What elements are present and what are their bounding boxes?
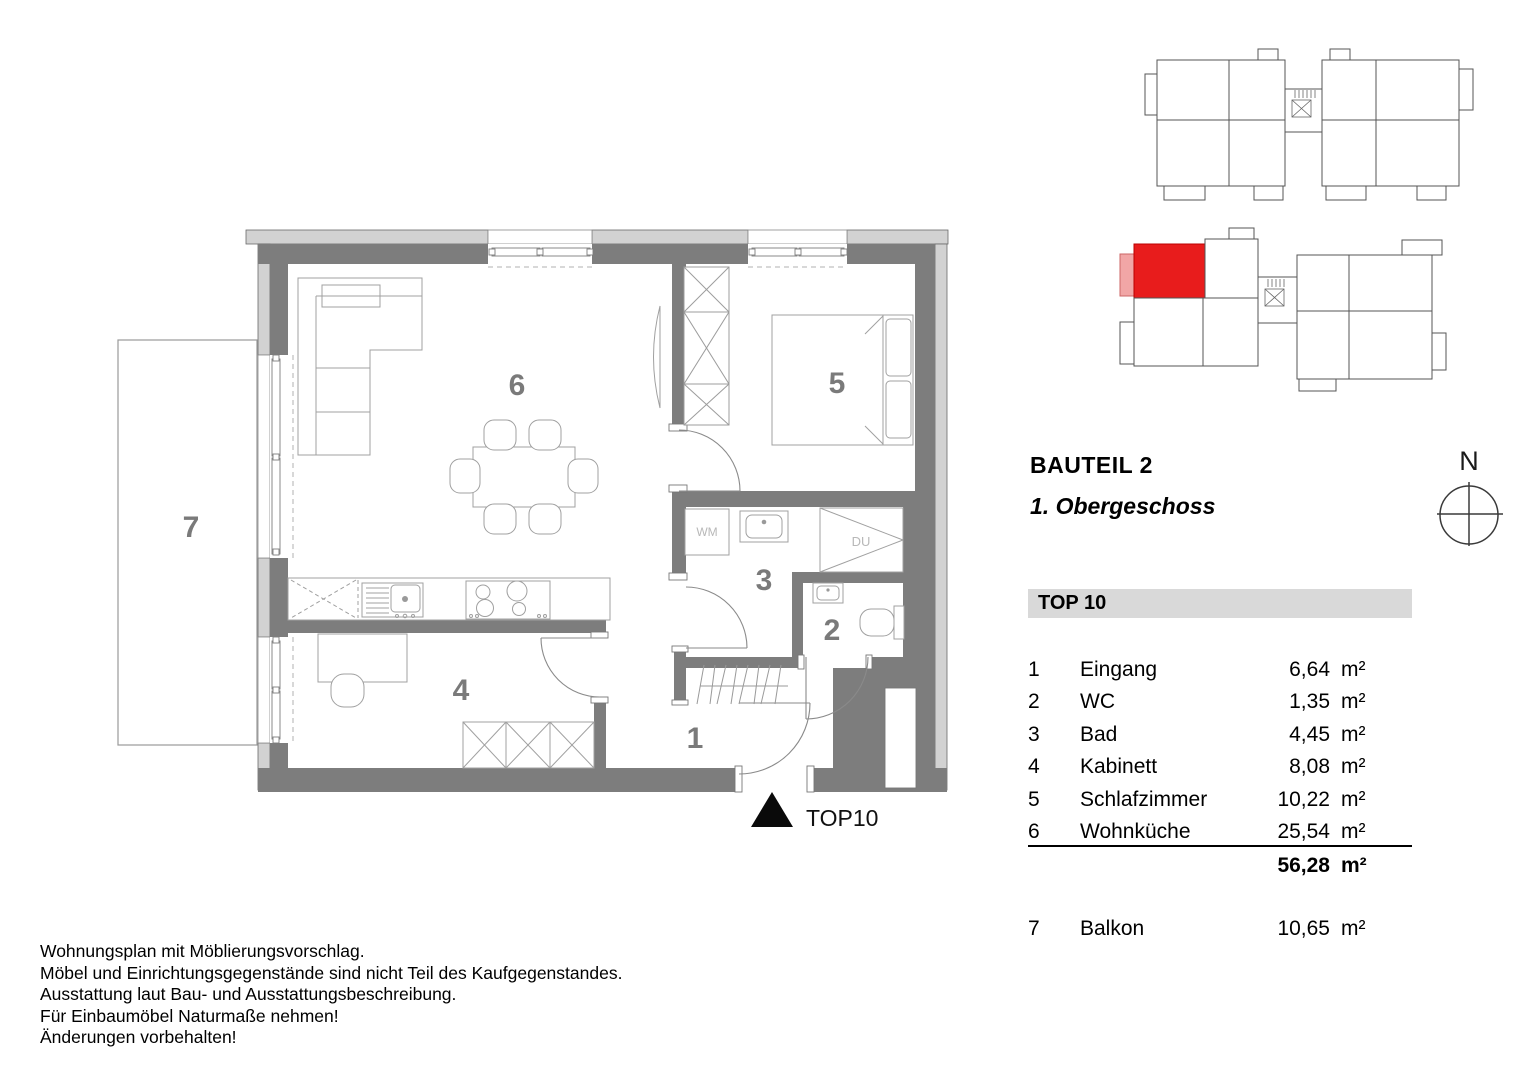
area-unit: m²	[1341, 658, 1366, 681]
room-number: 4	[1028, 755, 1040, 778]
area-unit: m²	[1341, 690, 1366, 713]
room-number: 1	[1028, 658, 1040, 681]
table-row	[1028, 655, 1412, 685]
room-label-bad: 3	[755, 564, 773, 597]
table-row	[1028, 817, 1412, 847]
room-name: Bad	[1080, 723, 1118, 746]
table-total-row	[1028, 851, 1412, 881]
sofa	[298, 278, 422, 455]
room-area: 1,35	[1289, 690, 1330, 713]
room-label-kabinett: 4	[452, 674, 470, 707]
total-rule	[1028, 845, 1412, 847]
disclaimer-line: Änderungen vorbehalten!	[40, 1027, 237, 1048]
table-row	[1028, 720, 1412, 750]
shaft-inset	[885, 688, 916, 788]
room-name: Balkon	[1080, 917, 1145, 940]
table-row	[1028, 785, 1412, 815]
table-row	[1028, 687, 1412, 717]
room-label-wc: 2	[823, 614, 841, 647]
room-area: 6,64	[1289, 658, 1330, 681]
kitchen-counter	[288, 578, 610, 620]
area-unit: m²	[1341, 755, 1366, 778]
room-area: 8,08	[1289, 755, 1330, 778]
area-unit: m²	[1341, 854, 1367, 877]
room-name: Wohnküche	[1080, 820, 1191, 843]
wardrobe-kabinett	[463, 722, 594, 768]
room-name: Kabinett	[1080, 755, 1158, 778]
room-number: 5	[1028, 788, 1040, 811]
disclaimer-line: Ausstattung laut Bau- und Ausstattungsbeschreibung.	[40, 984, 457, 1005]
door-arc-entrance	[739, 703, 810, 774]
kitchen-sink	[362, 583, 423, 618]
room-name: WC	[1080, 690, 1115, 713]
room-label-wohnkueche: 6	[508, 369, 526, 402]
floor-title: 1. Obergeschoss	[1030, 493, 1216, 519]
unit-title-bar	[1028, 589, 1412, 618]
room-area: 25,54	[1277, 820, 1330, 843]
shower-label: DU	[851, 534, 871, 549]
table-row	[1028, 914, 1412, 944]
door-arc-kabinett	[541, 638, 600, 697]
room-name: Schlafzimmer	[1080, 788, 1208, 811]
desk	[318, 634, 407, 682]
chair	[450, 459, 480, 493]
room-label-schlafzimmer: 5	[828, 367, 846, 400]
room-number: 3	[1028, 723, 1040, 746]
room-area: 4,45	[1289, 723, 1330, 746]
area-unit: m²	[1341, 917, 1366, 940]
chair	[529, 504, 561, 534]
highlighted-balcony	[1120, 254, 1134, 296]
area-unit: m²	[1341, 820, 1366, 843]
project-title: BAUTEIL 2	[1030, 452, 1153, 478]
door-arc-bedroom	[679, 430, 740, 491]
desk-chair	[331, 674, 364, 707]
north-arrow	[1437, 482, 1503, 546]
unit-title: TOP 10	[1038, 592, 1107, 614]
chair	[529, 420, 561, 450]
door-arc-bath	[686, 587, 747, 648]
room-label-eingang: 1	[686, 722, 704, 755]
room-number: 6	[1028, 820, 1040, 843]
room-area: 10,65	[1277, 917, 1330, 940]
total-area: 56,28	[1277, 854, 1330, 877]
disclaimer-line: Möbel und Einrichtungsgegenstände sind nicht Teil des Kaufgegenstandes.	[40, 962, 623, 983]
room-area: 10,22	[1277, 788, 1330, 811]
disclaimer-line: Wohnungsplan mit Möblierungsvorschlag.	[40, 941, 365, 961]
area-unit: m²	[1341, 723, 1366, 746]
furniture	[288, 267, 913, 768]
dining-table	[473, 447, 575, 507]
site-plan-floor	[1120, 228, 1446, 391]
entrance-marker-label: TOP10	[806, 805, 879, 831]
room-number: 2	[1028, 690, 1040, 713]
entrance-marker-triangle	[751, 792, 793, 827]
room-label-balkon: 7	[182, 511, 200, 544]
wardrobe-bedroom	[684, 267, 729, 425]
washbasin-bath	[740, 511, 788, 542]
chair	[484, 504, 516, 534]
washbasin-wc	[813, 583, 843, 603]
chair	[568, 459, 598, 493]
tv-panel	[654, 306, 661, 408]
disclaimer-line: Für Einbaumöbel Naturmaße nehmen!	[40, 1005, 339, 1026]
north-label: N	[1459, 446, 1479, 476]
site-plan-overview	[1145, 49, 1473, 200]
disclaimer	[40, 941, 622, 1049]
chair	[484, 420, 516, 450]
table-row	[1028, 752, 1412, 782]
cooktop	[466, 581, 550, 619]
room-number: 7	[1028, 917, 1040, 940]
room-name: Eingang	[1080, 658, 1158, 681]
washing-machine-label: WM	[696, 525, 718, 539]
area-unit: m²	[1341, 788, 1366, 811]
toilet	[860, 606, 904, 639]
highlighted-unit	[1134, 244, 1205, 298]
coat-rack	[697, 665, 788, 704]
